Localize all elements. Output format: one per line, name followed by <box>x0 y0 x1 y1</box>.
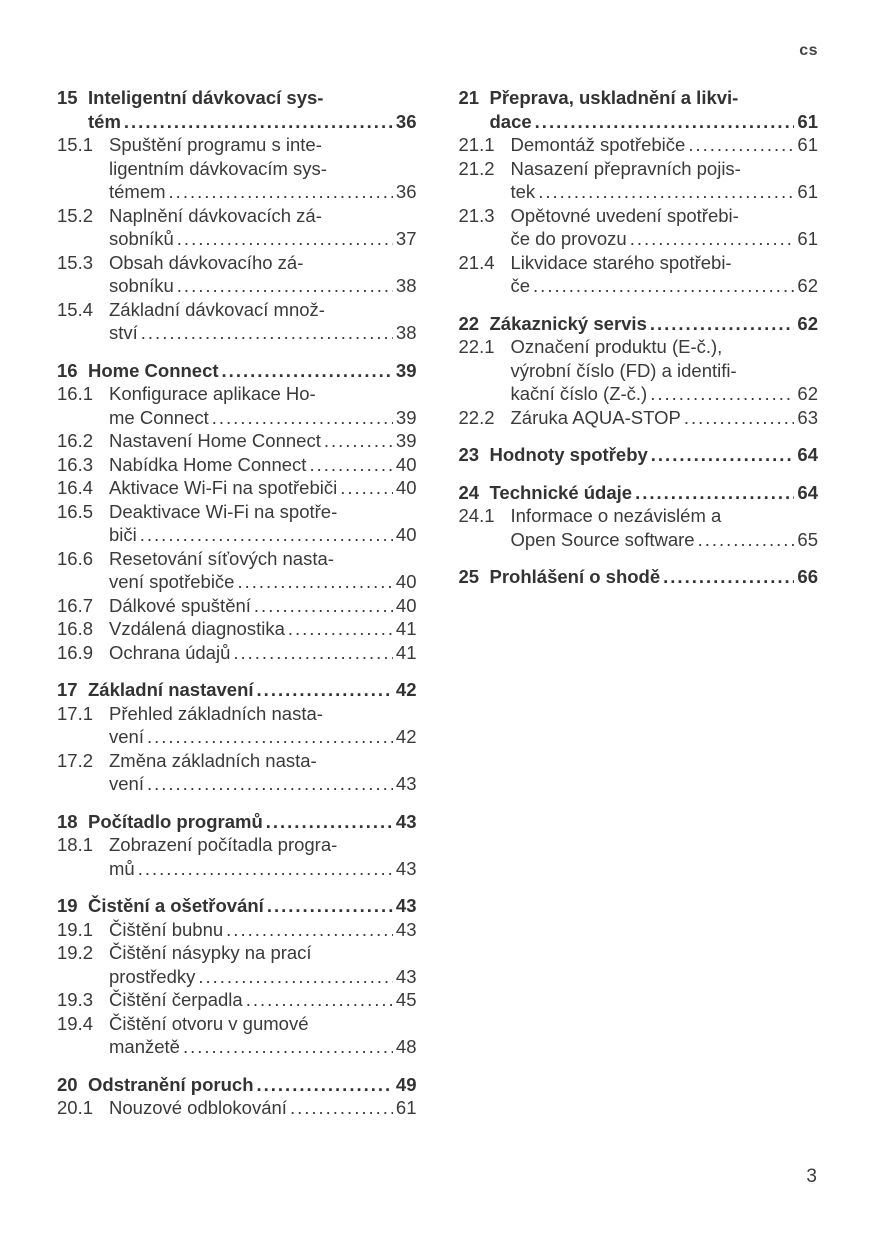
toc-subsection-entry <box>459 204 819 251</box>
toc-entry-text-line: Resetování síťových nasta- <box>109 547 334 569</box>
toc-chapter-entry <box>459 565 819 589</box>
toc-entry-page-number: 61 <box>797 110 818 132</box>
dot-leader <box>138 857 393 881</box>
toc-chapter-entry <box>57 894 417 918</box>
toc-entry-number: 19 <box>57 895 78 916</box>
toc-entry-text <box>459 406 819 430</box>
toc-entry-page-number: 37 <box>395 228 417 249</box>
toc-entry-text <box>459 481 819 505</box>
dot-leader <box>340 476 393 500</box>
language-code: cs <box>799 42 818 59</box>
toc-entry-last-line-text: sobníků <box>109 228 174 249</box>
toc-entry-number: 17.2 <box>57 749 94 771</box>
toc-entry-last-line-text: ství <box>109 322 138 343</box>
toc-entry-text-line <box>490 312 819 336</box>
dot-leader <box>198 965 393 989</box>
toc-subsection-entry <box>57 941 417 988</box>
toc-entry-text-line <box>88 1073 417 1097</box>
toc-entry-number: 18.1 <box>57 834 94 855</box>
toc-entry-text-line <box>490 443 819 467</box>
toc-entry-number: 21.1 <box>458 134 495 155</box>
page-number: 3 <box>806 1166 817 1187</box>
toc-entry-page-number: 36 <box>395 110 417 132</box>
toc-entry-number: 19.3 <box>57 989 94 1010</box>
dot-leader <box>267 894 393 918</box>
dot-leader <box>630 227 795 251</box>
dot-leader <box>124 110 393 134</box>
toc-subsection-entry <box>57 749 417 796</box>
toc-entry-text-line <box>511 274 819 298</box>
dot-leader <box>266 810 393 834</box>
toc-entry-last-line-text: dace <box>489 110 532 132</box>
toc-entry-page-number: 61 <box>395 1097 417 1118</box>
toc-chapter-entry <box>57 86 417 133</box>
toc-entry-text-line: Základní dávkovací množ- <box>109 298 325 320</box>
toc-entry-text-line <box>109 476 417 500</box>
toc-entry-last-line-text: Odstranění poruch <box>88 1073 254 1095</box>
toc-entry-number: 17.1 <box>57 702 94 724</box>
toc-chapter-entry <box>459 312 819 336</box>
toc-entry-page-number: 45 <box>395 989 417 1010</box>
toc-entry-text-line <box>490 481 819 505</box>
toc-entry-page-number: 38 <box>395 275 417 296</box>
toc-entry-page-number: 62 <box>797 312 818 334</box>
toc-entry-last-line-text: Základní nastavení <box>88 679 254 700</box>
toc-entry-text-line <box>109 617 417 641</box>
dot-leader <box>650 382 794 406</box>
toc-entry-text-line <box>88 810 417 834</box>
dot-leader <box>141 321 393 345</box>
toc-column-right <box>459 86 819 589</box>
toc-entry-text <box>57 594 417 618</box>
toc-entry-last-line-text: Zákaznický servis <box>489 312 647 334</box>
dot-leader <box>233 641 393 665</box>
toc-entry-number: 15.1 <box>57 134 94 155</box>
toc-entry-text <box>57 547 417 594</box>
toc-entry-text-line: Přehled základních nasta- <box>109 702 323 724</box>
toc-entry-last-line-text: Open Source software <box>510 528 695 550</box>
dot-leader <box>533 274 794 298</box>
toc-entry-text <box>459 157 819 204</box>
toc-entry-text-line <box>490 110 819 134</box>
toc-entry-page-number: 64 <box>797 481 818 503</box>
toc-entry-text-line <box>109 429 417 453</box>
toc-entry-text-line <box>88 894 417 918</box>
toc-subsection-entry <box>459 406 819 430</box>
toc-entry-text-line: Inteligentní dávkovací sys- <box>88 87 324 108</box>
toc-entry-last-line-text: vení <box>109 726 144 747</box>
toc-subsection-entry <box>57 1012 417 1059</box>
toc-entry-page-number: 66 <box>797 566 818 587</box>
toc-entry-number: 24 <box>458 481 480 503</box>
toc-entry-text-line: ligentním dávkovacím sys- <box>109 157 327 179</box>
toc-column-left <box>57 86 417 1120</box>
toc-entry-last-line-text: kační číslo (Z-č.) <box>510 383 648 404</box>
toc-subsection-entry <box>57 476 417 500</box>
dot-leader <box>538 180 794 204</box>
toc-entry-number: 23 <box>458 444 480 465</box>
toc-entry-last-line-text: Prohlášení o shodě <box>489 566 661 587</box>
toc-subsection-entry <box>459 157 819 204</box>
toc-entry-text-line <box>109 274 417 298</box>
toc-entry-page-number: 43 <box>395 918 417 940</box>
toc-entry-number: 18 <box>57 810 78 832</box>
toc-entry-text-line: Obsah dávkovacího zá- <box>109 251 304 273</box>
toc-entry-number: 24.1 <box>458 505 495 526</box>
toc-subsection-entry <box>459 133 819 157</box>
toc-entry-text <box>57 453 417 477</box>
toc-entry-text <box>57 641 417 665</box>
toc-entry-text-line: Informace o nezávislém a <box>510 505 722 526</box>
toc-entry-text-line: Deaktivace Wi-Fi na spotře- <box>109 500 338 522</box>
toc-subsection-entry <box>57 500 417 547</box>
toc-chapter-entry <box>57 359 417 383</box>
dot-leader <box>246 988 393 1012</box>
toc-entry-text <box>57 382 417 429</box>
toc-entry-text-line <box>88 359 417 383</box>
toc-chapter-entry <box>57 810 417 834</box>
toc-entry-last-line-text: manžetě <box>109 1036 180 1057</box>
toc-entry-page-number: 63 <box>797 406 818 428</box>
toc-entry-number: 21 <box>458 87 480 108</box>
toc-entry-number: 16.9 <box>57 641 94 663</box>
toc-entry-last-line-text: tém <box>88 110 121 132</box>
toc-entry-text-line <box>511 133 819 157</box>
toc-entry-number: 17 <box>57 679 78 700</box>
toc-entry-text-line: Likvidace starého spotřebi- <box>510 251 732 273</box>
dot-leader <box>169 180 393 204</box>
toc-entry-number: 22 <box>458 312 480 334</box>
toc-entry-text <box>57 941 417 988</box>
toc-entry-last-line-text: če do provozu <box>510 228 627 249</box>
toc-subsection-entry <box>459 504 819 551</box>
toc-entry-number: 20.1 <box>57 1097 94 1118</box>
toc-entry-text-line <box>109 1096 417 1120</box>
toc-entry-text <box>459 312 819 336</box>
toc-entry-number: 19.4 <box>57 1012 94 1034</box>
toc-entry-text <box>57 476 417 500</box>
dot-leader <box>212 406 393 430</box>
toc-entry-last-line-text: Ochrana údajů <box>109 641 231 663</box>
toc-entry-text <box>459 565 819 589</box>
toc-subsection-entry <box>57 547 417 594</box>
toc-entry-number: 15.4 <box>57 298 94 320</box>
toc-entry-number: 16.8 <box>57 618 94 639</box>
dot-leader <box>254 594 393 618</box>
toc-entry-number: 21.3 <box>458 204 495 226</box>
toc-entry-page-number: 61 <box>797 228 818 249</box>
toc-entry-text-line <box>109 1035 417 1059</box>
dot-leader <box>290 1096 393 1120</box>
toc-entry-last-line-text: Čištění bubnu <box>109 918 224 940</box>
toc-entry-text <box>57 429 417 453</box>
toc-entry-text <box>57 86 417 133</box>
toc-entry-text <box>57 1073 417 1097</box>
toc-entry-last-line-text: Demontáž spotřebiče <box>510 134 686 155</box>
dot-leader <box>635 481 794 505</box>
toc-entry-number: 16.5 <box>57 500 94 522</box>
toc-entry-page-number: 39 <box>395 359 417 381</box>
toc-chapter-entry <box>459 86 819 133</box>
toc-entry-text-line <box>109 180 417 204</box>
toc-entry-text-line <box>109 227 417 251</box>
dot-leader <box>147 772 393 796</box>
toc-entry-page-number: 40 <box>395 453 417 475</box>
dot-leader <box>237 570 392 594</box>
toc-entry-text-line <box>511 528 819 552</box>
toc-entry-text <box>57 500 417 547</box>
toc-entry-page-number: 43 <box>395 773 417 794</box>
toc-entry-text-line: Naplnění dávkovacích zá- <box>109 204 322 226</box>
toc-entry-number: 21.4 <box>458 251 495 273</box>
toc-entry-last-line-text: Vzdálená diagnostika <box>109 618 285 639</box>
dot-leader <box>226 918 393 942</box>
toc-subsection-entry <box>57 988 417 1012</box>
toc-entry-last-line-text: Aktivace Wi-Fi na spotřebiči <box>109 477 338 498</box>
toc-entry-text <box>459 204 819 251</box>
toc-entry-number: 21.2 <box>458 157 495 179</box>
toc-entry-last-line-text: vení <box>109 773 144 794</box>
toc-entry-text <box>459 335 819 406</box>
dot-leader <box>288 617 393 641</box>
dot-leader <box>309 453 392 477</box>
toc-entry-number: 15 <box>57 87 78 108</box>
toc-subsection-entry <box>57 204 417 251</box>
toc-subsection-entry <box>57 641 417 665</box>
toc-entry-text-line <box>88 678 417 702</box>
toc-subsection-entry <box>57 133 417 204</box>
toc-entry-last-line-text: Čištění čerpadla <box>109 989 243 1010</box>
dot-leader <box>177 227 393 251</box>
toc-entry-last-line-text: Čistění a ošetřování <box>88 895 264 916</box>
dot-leader <box>324 429 393 453</box>
toc-entry-text <box>57 894 417 918</box>
toc-entry-page-number: 61 <box>797 134 818 155</box>
toc-entry-text-line <box>88 110 417 134</box>
toc-entry-text <box>57 251 417 298</box>
dot-leader <box>140 523 393 547</box>
toc-entry-last-line-text: Nouzové odblokování <box>109 1097 287 1118</box>
toc-entry-text-line: výrobní číslo (FD) a identifi- <box>510 359 737 381</box>
toc-entry-text-line <box>109 453 417 477</box>
dot-leader <box>535 110 795 134</box>
dot-leader <box>222 359 393 383</box>
toc-entry-text-line <box>109 321 417 345</box>
toc-entry-text-line: Spuštění programu s inte- <box>109 134 322 155</box>
dot-leader <box>183 1035 393 1059</box>
toc-entry-text-line: Nasazení přepravních pojis- <box>510 157 741 179</box>
toc-entry-page-number: 62 <box>797 275 818 296</box>
toc-entry-text-line <box>109 641 417 665</box>
toc-entry-text-line <box>511 180 819 204</box>
toc-entry-text <box>459 86 819 133</box>
toc-entry-text <box>459 504 819 551</box>
toc-entry-number: 15.3 <box>57 251 94 273</box>
toc-entry-text-line: Označení produktu (E-č.), <box>510 336 723 357</box>
toc-entry-page-number: 64 <box>797 444 818 465</box>
toc-entry-text <box>459 133 819 157</box>
toc-entry-text <box>459 443 819 467</box>
toc-subsection-entry <box>459 251 819 298</box>
toc-subsection-entry <box>57 1096 417 1120</box>
toc-entry-number: 25 <box>458 566 480 587</box>
toc-entry-last-line-text: Záruka AQUA-STOP <box>510 406 681 428</box>
toc-entry-number: 22.2 <box>458 406 495 428</box>
toc-entry-text <box>57 617 417 641</box>
toc-entry-number: 16.6 <box>57 547 94 569</box>
dot-leader <box>650 312 795 336</box>
toc-entry-text-line <box>109 725 417 749</box>
toc-entry-text-line: Zobrazení počítadla progra- <box>109 834 338 855</box>
toc-entry-number: 16.4 <box>57 477 94 498</box>
toc-entry-text <box>57 204 417 251</box>
toc-entry-text-line: Čištění otvoru v gumové <box>109 1012 309 1034</box>
toc-entry-number: 19.1 <box>57 918 94 940</box>
toc-entry-text-line: Přeprava, uskladnění a likvi- <box>489 87 739 108</box>
toc-entry-text-line <box>490 565 819 589</box>
toc-entry-page-number: 61 <box>797 181 818 202</box>
toc-entry-text <box>57 133 417 204</box>
toc-entry-number: 16.3 <box>57 453 94 475</box>
toc-entry-page-number: 40 <box>395 477 417 498</box>
dot-leader <box>257 678 393 702</box>
toc-entry-page-number: 39 <box>395 406 417 428</box>
toc-subsection-entry <box>57 382 417 429</box>
toc-entry-page-number: 48 <box>395 1036 417 1057</box>
toc-entry-text <box>57 1096 417 1120</box>
toc-entry-page-number: 43 <box>395 965 417 987</box>
toc-entry-text <box>459 251 819 298</box>
toc-entry-number: 20 <box>57 1073 78 1095</box>
toc-entry-text <box>57 810 417 834</box>
toc-entry-last-line-text: témem <box>109 181 166 202</box>
toc-entry-page-number: 49 <box>395 1073 417 1095</box>
toc-chapter-entry <box>57 678 417 702</box>
toc-subsection-entry <box>57 833 417 880</box>
toc-entry-text-line <box>109 857 417 881</box>
toc-entry-text <box>57 918 417 942</box>
toc-entry-text <box>57 988 417 1012</box>
toc-columns <box>57 86 818 1120</box>
toc-entry-page-number: 65 <box>797 528 818 550</box>
toc-entry-last-line-text: Dálkové spuštění <box>109 594 251 616</box>
dot-leader <box>688 133 794 157</box>
toc-subsection-entry <box>57 298 417 345</box>
toc-entry-number: 15.2 <box>57 204 94 226</box>
toc-entry-last-line-text: prostředky <box>109 965 196 987</box>
toc-entry-text-line <box>109 594 417 618</box>
toc-entry-page-number: 40 <box>395 524 417 545</box>
toc-entry-text <box>57 833 417 880</box>
toc-subsection-entry <box>57 702 417 749</box>
dot-leader <box>257 1073 393 1097</box>
toc-entry-page-number: 43 <box>395 810 417 832</box>
toc-entry-page-number: 42 <box>395 726 417 747</box>
toc-entry-last-line-text: Nabídka Home Connect <box>109 453 307 475</box>
toc-entry-text-line: Konfigurace aplikace Ho- <box>109 383 316 404</box>
dot-leader <box>684 406 795 430</box>
toc-entry-number: 16.7 <box>57 594 94 616</box>
toc-entry-text <box>57 678 417 702</box>
toc-entry-last-line-text: me Connect <box>109 406 209 428</box>
toc-chapter-entry <box>459 443 819 467</box>
toc-subsection-entry <box>57 251 417 298</box>
toc-entry-page-number: 43 <box>395 895 417 916</box>
toc-entry-text-line: Čištění násypky na prací <box>109 942 312 963</box>
toc-entry-text-line: Opětovné uvedení spotřebi- <box>510 204 739 226</box>
dot-leader <box>651 443 795 467</box>
toc-entry-text-line <box>511 382 819 406</box>
toc-entry-page-number: 42 <box>395 679 417 700</box>
dot-leader <box>698 528 795 552</box>
toc-entry-page-number: 62 <box>797 383 818 404</box>
toc-entry-last-line-text: sobníku <box>109 275 174 296</box>
toc-entry-page-number: 43 <box>395 857 417 879</box>
toc-entry-page-number: 36 <box>395 181 417 202</box>
toc-entry-text-line <box>109 406 417 430</box>
toc-entry-text-line <box>109 918 417 942</box>
toc-entry-last-line-text: če <box>510 275 531 296</box>
toc-entry-last-line-text: tek <box>510 181 536 202</box>
toc-entry-text-line <box>109 772 417 796</box>
toc-chapter-entry <box>57 1073 417 1097</box>
toc-entry-text <box>57 1012 417 1059</box>
toc-entry-last-line-text: Počítadlo programů <box>88 810 263 832</box>
toc-entry-page-number: 41 <box>395 641 417 663</box>
toc-entry-number: 19.2 <box>57 942 94 963</box>
toc-entry-text-line: Změna základních nasta- <box>109 749 317 771</box>
toc-entry-page-number: 40 <box>395 594 417 616</box>
toc-entry-last-line-text: Home Connect <box>88 359 219 381</box>
toc-entry-text <box>57 298 417 345</box>
toc-subsection-entry <box>57 918 417 942</box>
toc-entry-last-line-text: mů <box>109 857 135 879</box>
toc-entry-text <box>57 702 417 749</box>
toc-entry-number: 16.1 <box>57 383 94 404</box>
toc-entry-page-number: 41 <box>395 618 417 639</box>
dot-leader <box>147 725 393 749</box>
toc-entry-text-line <box>511 227 819 251</box>
toc-entry-text-line <box>109 570 417 594</box>
toc-entry-last-line-text: Technické údaje <box>489 481 633 503</box>
toc-entry-text-line <box>109 965 417 989</box>
toc-entry-number: 16 <box>57 359 78 381</box>
toc-entry-text-line <box>109 988 417 1012</box>
toc-entry-text <box>57 749 417 796</box>
toc-entry-text-line <box>511 406 819 430</box>
toc-entry-last-line-text: biči <box>109 524 137 545</box>
toc-entry-page-number: 38 <box>395 322 417 343</box>
toc-entry-number: 22.1 <box>458 336 495 357</box>
toc-entry-page-number: 39 <box>395 430 417 451</box>
toc-entry-last-line-text: Hodnoty spotřeby <box>489 444 648 465</box>
toc-subsection-entry <box>57 453 417 477</box>
toc-subsection-entry <box>57 594 417 618</box>
toc-subsection-entry <box>57 429 417 453</box>
toc-subsection-entry <box>57 617 417 641</box>
toc-entry-text <box>57 359 417 383</box>
toc-entry-number: 16.2 <box>57 430 94 451</box>
toc-subsection-entry <box>459 335 819 406</box>
toc-chapter-entry <box>459 481 819 505</box>
dot-leader <box>663 565 794 589</box>
dot-leader <box>177 274 393 298</box>
toc-entry-text-line <box>109 523 417 547</box>
toc-entry-last-line-text: Nastavení Home Connect <box>109 430 321 451</box>
toc-entry-last-line-text: vení spotřebiče <box>109 571 235 592</box>
toc-entry-page-number: 40 <box>395 571 417 592</box>
